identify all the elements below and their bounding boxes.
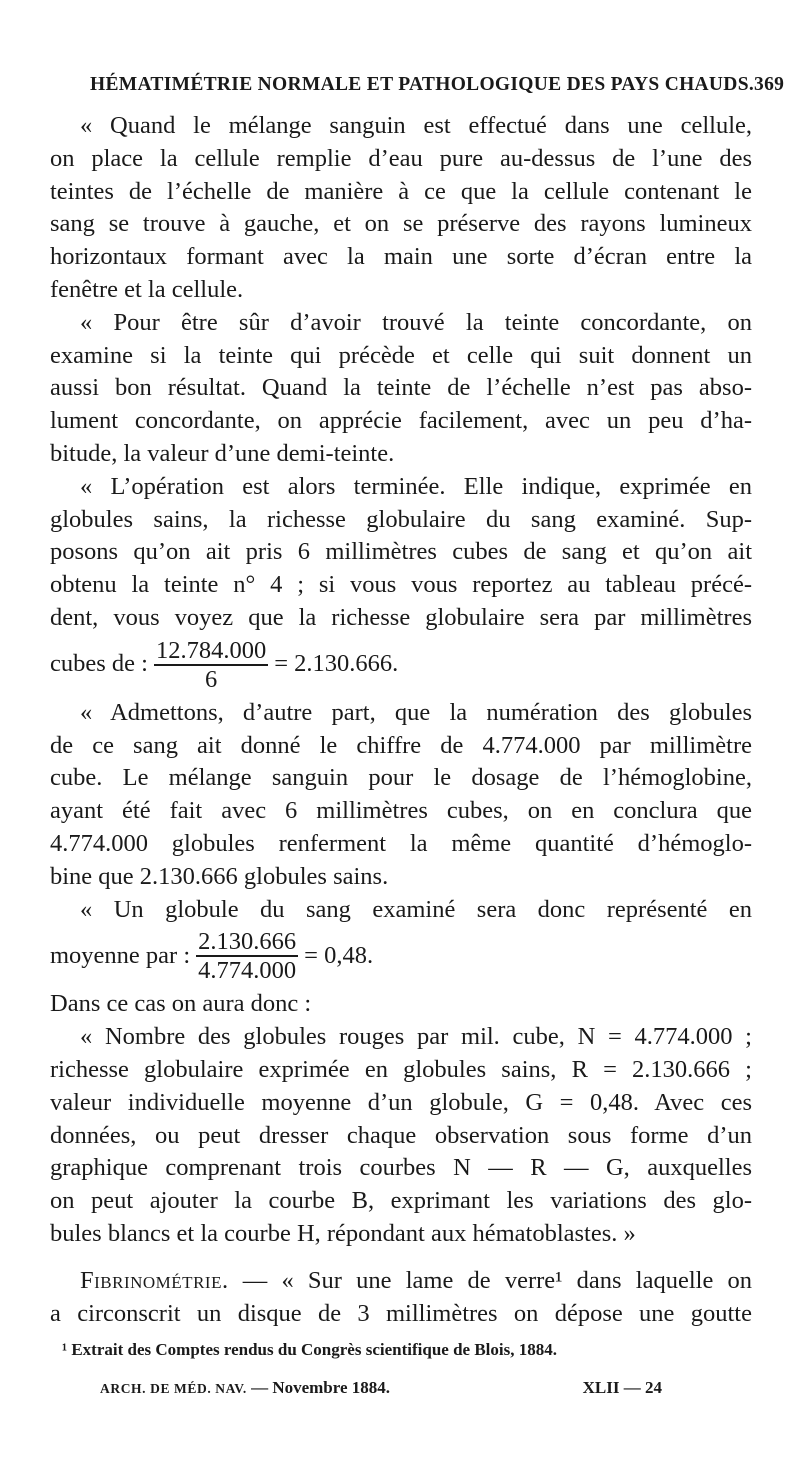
running-title: HÉMATIMÉTRIE NORMALE ET PATHOLOGIQUE DES PAYS CHAUDS.	[90, 74, 755, 95]
formula-prefix: moyenne par :	[50, 941, 191, 969]
text-line: cube. Le mélange sanguin pour le dosage de l’hémoglobine,	[50, 764, 752, 792]
text-line: lument concordante, on apprécie facilement, avec un peu d’ha-	[50, 407, 752, 435]
text-line: bine que 2.130.666 globules sains.	[50, 862, 389, 890]
formula-individual-value	[50, 928, 752, 984]
fraction-numerator: 2.130.666	[198, 928, 297, 956]
text-line: « Un globule du sang examiné sera donc représenté en	[80, 895, 752, 923]
text-line: globules sains, la richesse globulaire du sang examiné. Sup-	[50, 505, 752, 533]
section-paragraph-start	[50, 1265, 752, 1298]
text-line: on peut ajouter la courbe B, exprimant les variations des glo-	[50, 1187, 752, 1215]
page-number: 369	[754, 74, 785, 95]
running-header	[90, 74, 785, 96]
text-line: graphique comprenant trois courbes N — R — G, auxquelles	[50, 1154, 752, 1182]
text-line: bules blancs et la courbe H, répondant aux hématoblastes. »	[50, 1219, 636, 1247]
text-line: teintes de l’échelle de manière à ce que la cellule contenant le	[50, 177, 752, 205]
fraction-denominator: 6	[204, 665, 218, 693]
formula-result: = 2.130.666.	[274, 650, 399, 678]
footnote: ¹ Extrait des Comptes rendus du Congrès scientifique de Blois, 1884.	[62, 1340, 557, 1359]
page-footer	[100, 1378, 662, 1398]
text-line: on place la cellule remplie d’eau pure au-dessus de l’une des	[50, 144, 752, 172]
fraction-numerator: 12.784.000	[155, 636, 267, 664]
text-line: horizontaux formant avec la main une sorte d’écran entre la	[50, 243, 752, 271]
section-heading: Fibrinométrie.	[80, 1266, 229, 1294]
text-line: « Admettons, d’autre part, que la numération des globules	[80, 698, 752, 726]
text-line: « Quand le mélange sanguin est effectué dans une cellule,	[80, 112, 752, 139]
text-line: bitude, la valeur d’une demi-teinte.	[50, 439, 395, 467]
text-line: données, ou peut dresser chaque observation sous forme d’un	[50, 1121, 752, 1149]
formula-result: = 0,48.	[304, 941, 374, 969]
text-line: sang se trouve à gauche, et on se préserve des rayons lumineux	[50, 210, 752, 238]
text-line: a circonscrit un disque de 3 millimètres on dépose une goutte	[50, 1299, 752, 1327]
text-fragment: — « Sur une lame de verre¹ dans laquelle on	[242, 1266, 752, 1294]
text-line: 4.774.000 globules renferment la même quantité d’hémoglo-	[50, 829, 752, 857]
text-line: « L’opération est alors terminée. Elle indique, exprimée en	[80, 472, 752, 500]
formula-globular-richness	[50, 637, 752, 693]
fraction	[196, 928, 298, 984]
footer-left	[100, 1378, 390, 1398]
text-line: obtenu la teinte n° 4 ; si vous vous reportez au tableau précé-	[50, 571, 752, 599]
fraction-denominator: 4.774.000	[198, 957, 297, 985]
text-line: fenêtre et la cellule.	[50, 275, 244, 303]
journal-abbreviation: ARCH. DE MÉD. NAV.	[100, 1381, 247, 1396]
text-line: aussi bon résultat. Quand la teinte de l’échelle n’est pas abso-	[50, 374, 752, 402]
formula-prefix: cubes de :	[50, 650, 148, 678]
issue-date: — Novembre 1884.	[251, 1378, 391, 1397]
text-line: examine si la teinte qui précède et celle qui suit donnent un	[50, 341, 752, 369]
text-line: « Pour être sûr d’avoir trouvé la teinte concordante, on	[80, 308, 752, 336]
fraction	[154, 637, 268, 693]
text-line: Dans ce cas on aura donc :	[50, 990, 312, 1018]
text-line: dent, vous voyez que la richesse globulaire sera par millimètres	[50, 603, 752, 631]
body-text	[50, 110, 752, 1330]
text-line: de ce sang ait donné le chiffre de 4.774.000 par millimètre	[50, 731, 752, 759]
text-line: « Nombre des globules rouges par mil. cube, N = 4.774.000 ;	[80, 1023, 752, 1051]
paragraph-gap	[50, 1251, 752, 1265]
text-line: ayant été fait avec 6 millimètres cubes, on en conclura que	[50, 797, 752, 825]
text-line: valeur individuelle moyenne d’un globule, G = 0,48. Avec ces	[50, 1088, 752, 1116]
text-line: richesse globulaire exprimée en globules sains, R = 2.130.666 ;	[50, 1055, 752, 1083]
text-line: posons qu’on ait pris 6 millimètres cubes de sang et qu’on ait	[50, 538, 752, 566]
volume-signature: XLII — 24	[582, 1378, 662, 1397]
